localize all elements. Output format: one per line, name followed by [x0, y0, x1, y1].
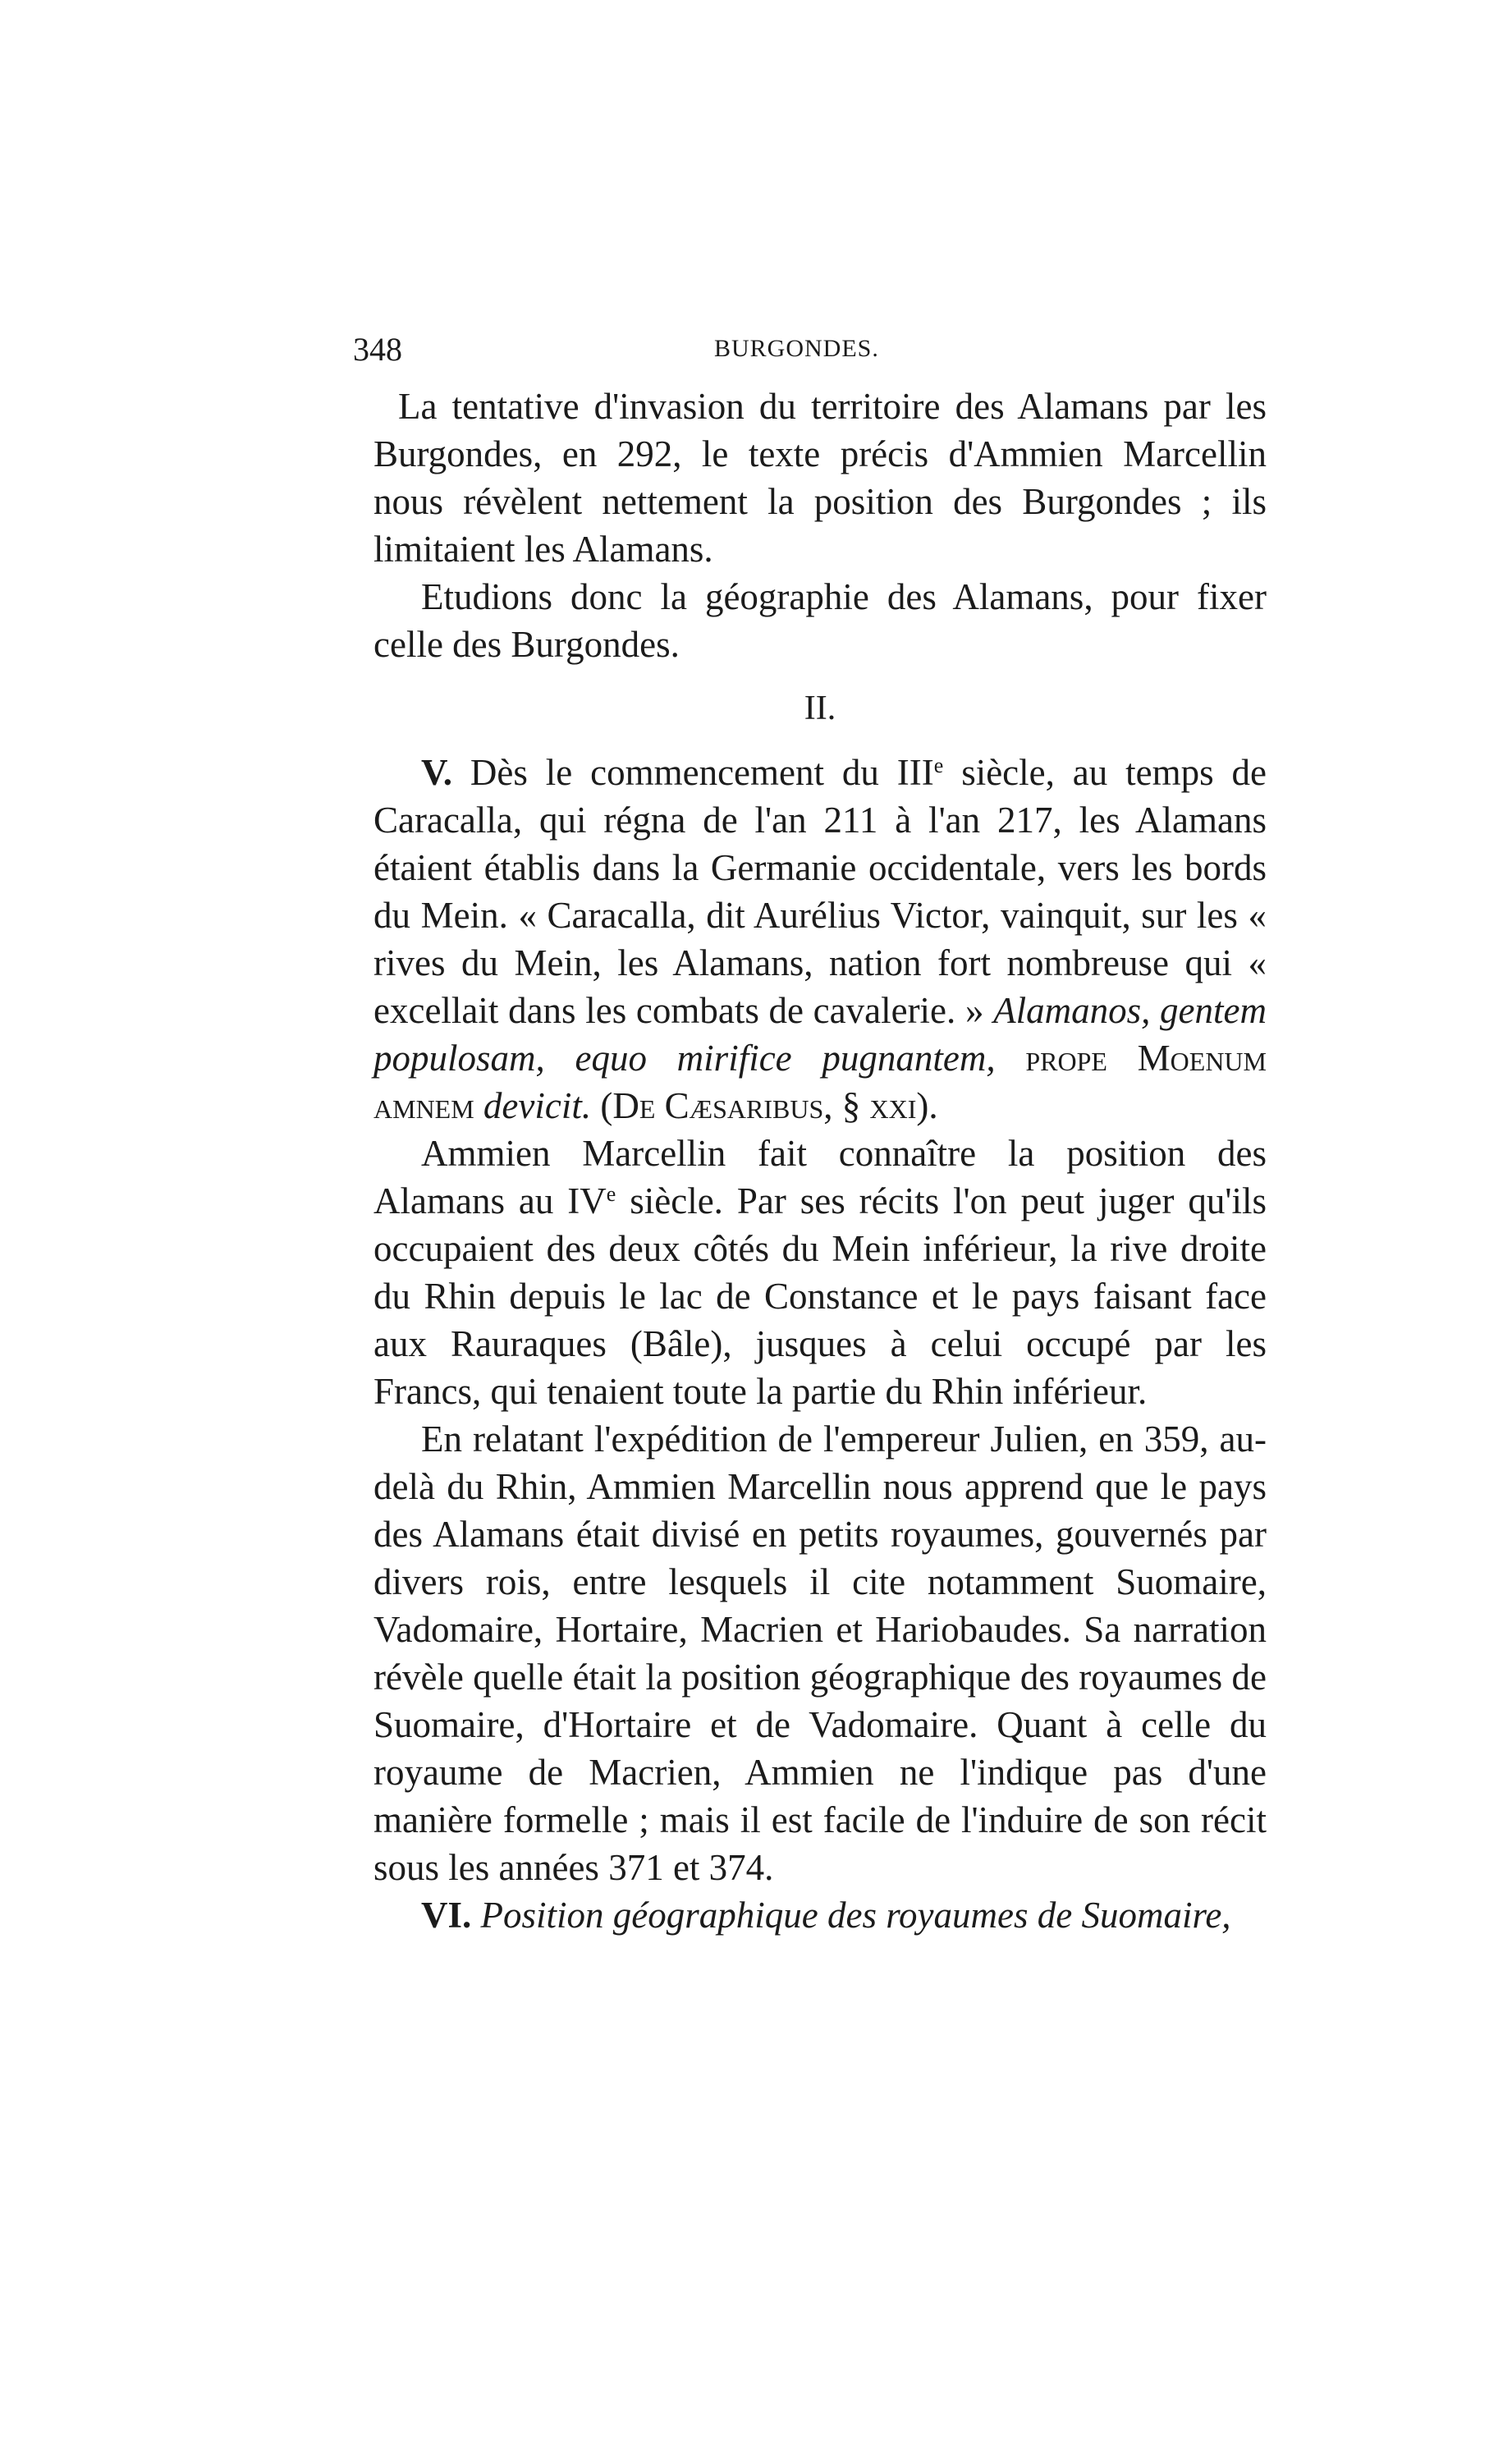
- page-header: [353, 330, 1264, 379]
- page-number: 348: [353, 331, 402, 368]
- section-heading: II.: [804, 690, 836, 727]
- paragraph-4-superscript: e: [606, 1182, 616, 1206]
- section-v-marker: V.: [421, 752, 452, 793]
- section-v-text-b: siècle, au temps de Caracalla, qui régna de l'an 211 à l'an 217, les Alamans étaient établis dans la Germanie occidentale, vers les bords du Mein. « Caracalla, dit Aurélius Victor, vainquit, sur les « rives du Mein, les Alamans, nation fort nombreuse qui « excellait dans les combats de cavalerie. »: [373, 752, 1267, 1031]
- paragraph-4-text-b: siècle. Par ses récits l'on peut juger qu'ils occupaient des deux côtés du Mein inférieur, la rive droite du Rhin depuis le lac de Constance et le pays faisant face aux Rauraques (Bâle), jusques à celui occupé par les Francs, qui tenaient toute la partie du Rhin inférieur.: [373, 1180, 1267, 1412]
- running-title: BURGONDES.: [714, 335, 879, 362]
- paragraph-4: [373, 1130, 1267, 1415]
- latin-quote-a: Alamanos, gentem populosam, equo mirifice pugnantem,: [373, 990, 1267, 1079]
- section-vi-title: Position géographique des royaumes de Suomaire,: [471, 1895, 1231, 1936]
- paragraph-5: En relatant l'expédition de l'empereur Julien, en 359, au-delà du Rhin, Ammien Marcellin nous apprend que le pays des Alamans était divisé en petits royaumes, gouvernés par divers rois, entre lesquels il cite notamment Suomaire, Vadomaire, Hortaire, Macrien et Hariobaudes. Sa narration révèle quelle était la position géographique des royaumes de Suomaire, d'Hortaire et de Vadomaire. Quant à celle du royaume de Macrien, Ammien ne l'indique pas d'une manière formelle ; mais il est facile de l'induire de son récit sous les années 371 et 374.: [373, 1418, 1267, 1888]
- citation: (De Cæsaribus, § xxi).: [591, 1085, 938, 1126]
- paragraph-1: La tentative d'invasion du territoire des Alamans par les Burgondes, en 292, le texte précis d'Ammien Marcellin nous révèlent nettement la position des Burgondes ; ils limitaient les Alamans.: [373, 386, 1267, 570]
- latin-quote-smallcaps: prope Moenum amnem: [373, 1038, 1267, 1126]
- body-text: [373, 383, 1267, 1939]
- section-v-superscript: e: [933, 754, 944, 777]
- paragraph-2: Etudions donc la géographie des Alamans, pour fixer celle des Burgondes.: [373, 576, 1267, 665]
- paragraph-4-text-a: Ammien Marcellin fait connaître la position des Alamans au IV: [373, 1133, 1267, 1221]
- paragraph-section-vi: [373, 1891, 1267, 1939]
- latin-quote-b: devicit.: [483, 1085, 592, 1126]
- paragraph-section-v: [373, 749, 1267, 1130]
- section-vi-marker: VI.: [421, 1895, 472, 1936]
- section-v-text-a: Dès le commencement du III: [470, 752, 934, 793]
